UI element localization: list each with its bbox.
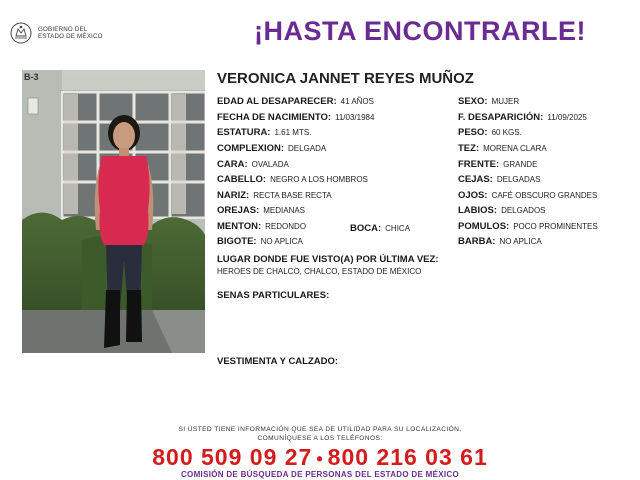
field-barba	[458, 237, 542, 247]
field-cejas	[458, 175, 540, 185]
field-value: 60 KGS.	[491, 128, 522, 137]
field-cara	[217, 160, 289, 170]
logo-line-1: GOBIERNO DEL	[38, 26, 88, 33]
field-value: MUJER	[491, 97, 520, 106]
field-value: NO APLICA	[260, 237, 303, 246]
photo-illustration	[22, 70, 205, 353]
field-label: OJOS:	[458, 190, 488, 201]
field-label: MENTON:	[217, 221, 262, 232]
field-orejas	[217, 206, 305, 216]
field-boca	[350, 224, 410, 234]
field-value: NO APLICA	[499, 237, 542, 246]
last-seen-label: LUGAR DONDE FUE VISTO(A) POR ÚLTIMA VEZ:	[217, 254, 439, 265]
field-value: CHICA	[385, 224, 411, 233]
field-pomulos	[458, 222, 598, 232]
state-seal-icon	[10, 22, 32, 44]
field-label: NARIZ:	[217, 190, 250, 201]
house-number: B-3	[24, 72, 39, 82]
field-label: ESTATURA:	[217, 127, 271, 138]
field-value: MEDIANAS	[263, 206, 306, 215]
phone-number-2: 800 216 03 61	[327, 444, 488, 470]
headline: ¡HASTA ENCONTRARLE!	[254, 16, 586, 46]
government-logo	[10, 22, 103, 44]
field-fecha-nacimiento	[217, 113, 374, 123]
field-label: OREJAS:	[217, 205, 260, 216]
phone-number-1: 800 509 09 27	[152, 444, 313, 470]
field-bigote	[217, 237, 303, 247]
field-value: GRANDE	[503, 160, 538, 169]
logo-text	[38, 26, 103, 40]
footer-note-line-2: COMUNÍQUESE A LOS TELÉFONOS:	[257, 435, 383, 442]
field-value: DELGADOS	[501, 206, 546, 215]
field-peso	[458, 128, 522, 138]
field-value: OVALADA	[251, 160, 289, 169]
field-labios	[458, 206, 546, 216]
field-nariz	[217, 191, 332, 201]
field-value: 1.61 MTS.	[274, 128, 312, 137]
field-label: BARBA:	[458, 236, 496, 247]
field-edad	[217, 97, 374, 107]
field-label: BIGOTE:	[217, 236, 257, 247]
field-label: F. DESAPARICIÓN:	[458, 112, 544, 123]
senas-label: SENAS PARTICULARES:	[217, 290, 330, 301]
field-menton	[217, 222, 306, 232]
last-seen-value: HEROES DE CHALCO, CHALCO, ESTADO DE MÉXICO	[217, 267, 422, 276]
vestimenta-label: VESTIMENTA Y CALZADO:	[217, 356, 339, 367]
field-value: NEGRO A LOS HOMBROS	[270, 175, 368, 184]
field-tez	[458, 144, 547, 154]
field-estatura	[217, 128, 311, 138]
field-label: CEJAS:	[458, 174, 493, 185]
field-value: 41 AÑOS	[340, 97, 374, 106]
field-label: CABELLO:	[217, 174, 267, 185]
field-sexo	[458, 97, 519, 107]
field-cabello	[217, 175, 368, 185]
field-value: 11/09/2025	[547, 113, 587, 122]
commission-name: COMISIÓN DE BÚSQUEDA DE PERSONAS DEL ESTADO DE MÉXICO	[180, 470, 459, 479]
logo-line-2: ESTADO DE MÉXICO	[38, 33, 103, 40]
field-label: BOCA:	[350, 223, 382, 234]
field-value: RECTA BASE RECTA	[253, 191, 332, 200]
phone-separator: •	[316, 449, 324, 469]
field-label: LABIOS:	[458, 205, 498, 216]
missing-person-photo	[22, 70, 205, 353]
person-name: VERONICA JANNET REYES MUÑOZ	[217, 70, 474, 87]
field-label: CARA:	[217, 159, 248, 170]
field-value: DELGADA	[288, 144, 327, 153]
field-ojos	[458, 191, 597, 201]
field-label: POMULOS:	[458, 221, 510, 232]
footer-note-line-1: SI USTED TIENE INFORMACIÓN QUE SEA DE UTILIDAD PARA SU LOCALIZACIÓN,	[178, 426, 462, 433]
field-value: MORENA CLARA	[483, 144, 547, 153]
phone-numbers	[0, 444, 640, 471]
field-label: TEZ:	[458, 143, 480, 154]
field-label: EDAD AL DESAPARECER:	[217, 96, 337, 107]
field-value: DELGADAS	[496, 175, 541, 184]
field-complexion	[217, 144, 326, 154]
field-f-desaparicion	[458, 113, 587, 123]
field-label: FECHA DE NACIMIENTO:	[217, 112, 331, 123]
field-label: FRENTE:	[458, 159, 500, 170]
field-value: 11/03/1984	[335, 113, 375, 122]
field-value: REDONDO	[265, 222, 307, 231]
field-value: CAFÉ OBSCURO GRANDES	[491, 191, 598, 200]
field-value: POCO PROMINENTES	[513, 222, 598, 231]
field-label: SEXO:	[458, 96, 488, 107]
field-frente	[458, 160, 537, 170]
field-label: PESO:	[458, 127, 488, 138]
field-label: COMPLEXION:	[217, 143, 285, 154]
